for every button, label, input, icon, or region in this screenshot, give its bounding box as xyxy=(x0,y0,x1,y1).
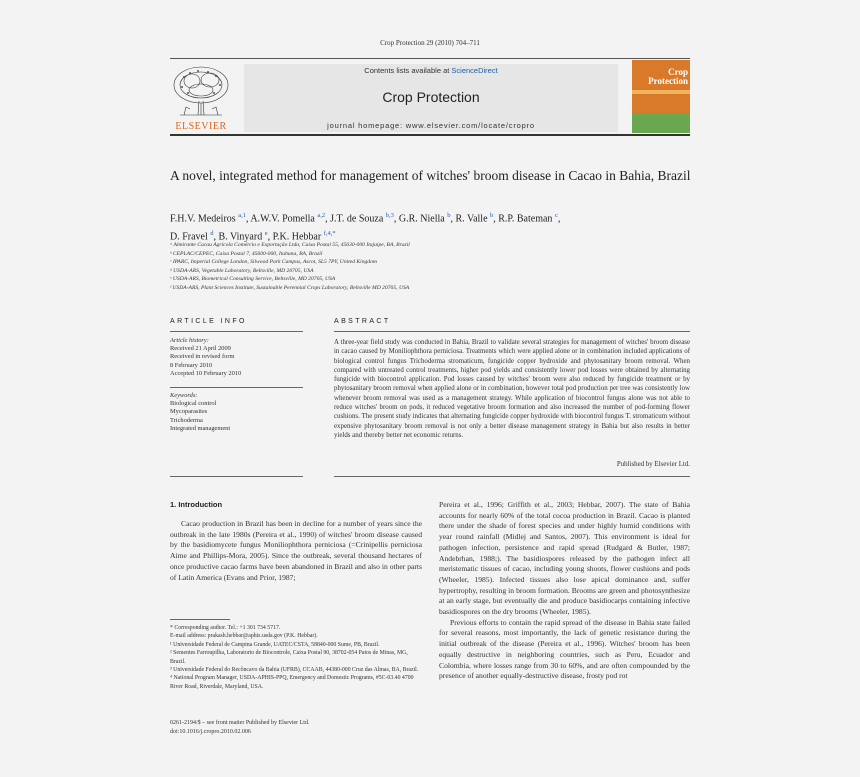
intro-paragraph-right-1: Pereira et al., 1996; Griffith et al., 2003; Hebbar, 2007). The state of Bahia accounts for nearly 60% of the total cocoa production in Brazil. Cacao is planted there under the shade of forest species and under highly humid conditions with year round rainfall (Midlej and Santos, 2007). This environment is ideal for pathogen infection, persistence and rapid spread (Rudgard & Butler, 1987; Andebrhan, 1988;). The basidiospores released by the pathogen infect all meristematic tissues of cacao, including young shoots, flower cushions and pods (Wheeler, 1985). Infected tissues also lose apical dominance and, suffer hypertrophy, resulting in broom formation. Brooms are green and photosynthesize at an early stage, but eventually die and produce basidiocarps containing infective basidiospores on the dry brooms (Wheeler, 1985). xyxy=(439,500,690,617)
author-name: B. Vinyard xyxy=(218,231,263,243)
masthead-divider-bottom xyxy=(170,134,690,136)
publisher-note: Published by Elsevier Ltd. xyxy=(616,461,690,468)
front-matter-meta xyxy=(170,719,430,736)
history-item: Received in revised form xyxy=(170,353,235,361)
abstract-text: A three-year field study was conducted in Bahia, Brazil to validate several strategies for management of witches' broom disease in cacao caused by Moniliophthora perniciosa. Treatments which were applied alone or in combination included applications of biological control fungus Trichoderma stromaticum, fungicide copper hydroxide and phytosanitary broom removal. When compared with untreated control treatments, higher pod yields and consistently lower pod losses were obtained by alternating fungicide with biocontrol application. Pod losses caused by witches' broom were also reduced by fungicide treatment or by phytosanitary broom removal when applied alone or in combination, however total pod production per tree was consistently low whenever broom removal was used as a management strategy. While application of biocontrol fungus alone was not able to reduce witches' broom on pods, it reduced vegetative broom formation and also increased the number of pod-forming flower cushions. The present study indicates that alternating fungicide copper hydroxide with biocontrol fungus T. stromaticum without expensive phytosanitary broom removal is not only a better disease management strategy in Bahia but also results in better yields and thereby better net economic returns. xyxy=(334,339,690,439)
keyword-item: Trichoderma xyxy=(170,416,203,424)
footnote: ¹ Universidade Federal de Campina Grande, UATEC/CSTA, 58840-000 Sume, PB, Brazil. xyxy=(170,641,380,648)
author-list: F.H.V. Medeiros $^{a,1}$, A.W.V. Pomella $^{a,2}$, J.T. de Souza $^{b,3}$, G.R. Niella $^b$, R. Valle $^b$, R.P. Bateman $^c$, D. Fravel $^d$, B. Vinyard $^e$, P.K. Hebbar $^{f,4,*}$ xyxy=(170,212,561,243)
author-affiliation-marker[interactable]: f,4,* xyxy=(323,229,336,237)
keywords-label: Keywords: xyxy=(170,392,198,399)
author-name: A.W.V. Pomella xyxy=(250,213,315,225)
article-info-heading: ARTICLE INFO xyxy=(170,318,247,325)
history-item: Received 21 April 2009 xyxy=(170,345,231,353)
article-title: A novel, integrated method for management of witches' broom disease in Cacao in Bahia, Brazil xyxy=(170,168,691,183)
journal-homepage[interactable]: journal homepage: www.elsevier.com/locate/cropro xyxy=(327,121,535,130)
introduction-heading: 1. Introduction xyxy=(170,500,223,509)
author-affiliation-marker[interactable]: c xyxy=(554,212,558,219)
keyword-item: Biological control xyxy=(170,400,217,408)
author-affiliation-marker[interactable]: b xyxy=(490,212,494,219)
keyword-item: Integrated management xyxy=(170,424,231,432)
history-item: 8 February 2010 xyxy=(170,361,213,369)
affiliation-line: ᶠ USDA-ARS, Plant Sciences Institute, Sustainable Perennial Crops Laboratory, Beltsville MD 20705, USA xyxy=(170,284,410,291)
author-name: D. Fravel xyxy=(170,231,208,243)
author-name: P.K. Hebbar xyxy=(272,231,322,243)
author-name: R.P. Bateman xyxy=(498,213,553,225)
keywords xyxy=(170,392,303,433)
keyword-list xyxy=(170,400,303,433)
history-item: Accepted 10 February 2010 xyxy=(170,369,242,377)
masthead-divider-top xyxy=(170,58,690,59)
footnote: ² Sementes Farroupilha, Laboratorio de Biocontrole, Caixa Postal 90, 38702-054 Patos de Minas, MG, Brazil. xyxy=(170,650,408,665)
intro-paragraph-right-2: Previous efforts to contain the rapid spread of the disease in Bahia state failed for several reasons, most importantly, the lack of genetic resistance during the initial outbreak of the disease (Pereira et al., 1996). Witches' broom has been equally destructive in neighboring countries, such as Peru, Ecuador and Colombia, where losses range from 30 to 60%, and are often compounded by the presence of another equally-destructive disease, frosty pod rot xyxy=(439,617,690,681)
footnote-divider xyxy=(170,619,230,620)
intro-right-column xyxy=(439,500,690,682)
intro-left-column xyxy=(170,519,422,583)
keyword-item: Mycoparasites xyxy=(170,408,208,416)
article-info-divider xyxy=(170,331,303,332)
footnote: ⁴ National Program Manager, USDA-APHIS-PPQ, Emergency and Domestic Programs, #5C-03.40 4700 River Road, Riverdale, Maryland, USA. xyxy=(170,675,414,690)
cover-band xyxy=(632,114,690,133)
info-bottom-divider xyxy=(170,476,303,477)
footnote: * Corresponding author. Tel.: +1 301 734 5717. xyxy=(170,625,281,631)
elsevier-wordmark: ELSEVIER xyxy=(175,121,227,132)
intro-paragraph-left: Cacao production in Brazil has been in decline for a number of years since the outbreak in the late 1980s (Pereira et al., 1990) of witches' broom disease caused by the basidiomycete fungus Moniliophthora perniciosa (=Crinipellis perniciosa Aime and Phillips-Mora, 2005). Since the outbreak, several thousand hectares of once productive cacao farms have been abandoned in Brazil and also in other parts of Latin America (Evans and Prior, 1987; xyxy=(170,519,422,582)
affiliation-line: ᵇ CEPLAC/CEPEC, Caixa Postal 7, 45600-000, Itabuna, BA, Brazil xyxy=(170,250,323,257)
author-name: F.H.V. Medeiros xyxy=(170,213,236,225)
article-history xyxy=(170,337,303,378)
abstract-heading: ABSTRACT xyxy=(334,318,391,325)
affiliation-line: ᵃ Almirante Cacau Agrícola Comércio e Exportação Ltda, Caixa Postal 55, 45630-000 Itajuípe, BA, Brazil xyxy=(170,242,410,248)
history-list xyxy=(170,345,303,378)
affiliations xyxy=(170,241,690,293)
journal-title: Crop Protection xyxy=(382,89,480,105)
author-affiliation-marker[interactable]: b xyxy=(447,212,451,219)
author-affiliation-marker[interactable]: d xyxy=(210,229,214,237)
footnote: E-mail address: prakash.hebbar@aphis.usda.gov (P.K. Hebbar). xyxy=(170,633,318,640)
affiliation-line: ᵉ USDA-ARS, Biometrical Consulting Service, Beltsville, MD 20705, USA xyxy=(170,276,336,283)
author-affiliation-marker[interactable]: e xyxy=(264,229,268,237)
cover-strip xyxy=(632,90,690,94)
author-name: R. Valle xyxy=(455,213,488,225)
affiliation-line: ᶜ IPARC, Imperial College London, Silwood Park Campus, Ascot, SL5 7PY, United Kingdom xyxy=(170,259,377,266)
author-affiliation-marker[interactable]: a,1 xyxy=(238,212,246,219)
affiliation-line: ᵈ USDA-ARS, Vegetable Laboratory, Beltsville, MD 20705, USA xyxy=(170,267,314,274)
footnote: ³ Universidade Federal do Recôncavo da Bahia (UFRB), CCAAB, 44380-000 Cruz das Almas, BA, Brazil. xyxy=(170,667,419,674)
history-label: Article history: xyxy=(170,337,209,344)
footnotes xyxy=(170,624,422,691)
contents-availability xyxy=(244,66,618,75)
author-name: J.T. de Souza xyxy=(330,213,384,225)
author-name: G.R. Niella xyxy=(398,213,445,225)
abstract-bottom-divider xyxy=(334,476,690,477)
journal-cover xyxy=(632,60,690,133)
meta-line: doi:10.1016/j.cropro.2010.02.006 xyxy=(170,728,251,735)
journal-reference: Crop Protection 29 (2010) 704–711 xyxy=(380,39,480,47)
author-affiliation-marker[interactable]: b,3 xyxy=(385,212,394,219)
author-affiliation-marker[interactable]: a,2 xyxy=(317,212,326,219)
cover-title: Crop Protection xyxy=(648,67,688,86)
sciencedirect-link[interactable]: ScienceDirect xyxy=(451,66,498,75)
meta-line: 0261-2194/$ – see front matter Published by Elsevier Ltd. xyxy=(170,720,310,726)
abstract-divider xyxy=(334,331,690,332)
keywords-divider xyxy=(170,387,303,388)
contents-prefix: Contents lists available at xyxy=(364,66,452,75)
